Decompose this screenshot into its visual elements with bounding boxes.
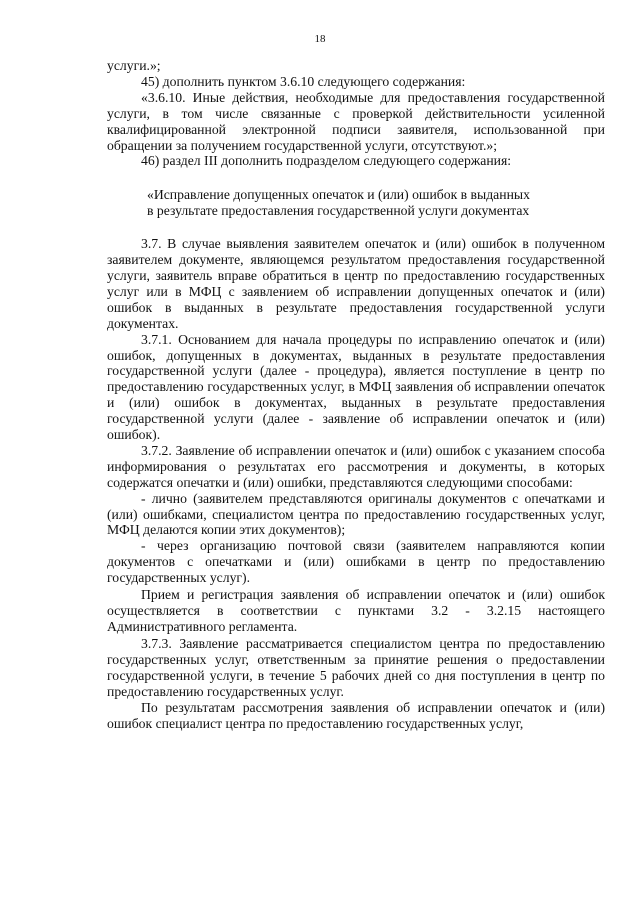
paragraph-3-6-10: «3.6.10. Иные действия, необходимые для предоставления государственной услуги, в том числе связанные с проверкой действительности усиленной квалифицированной электронной подписи заявителя, использованной при обращении за получением государственной услуги, отсутствуют.»; — [107, 89, 605, 153]
paragraph-3-7-2: 3.7.2. Заявление об исправлении опечаток и (или) ошибок с указанием способа информирования о результатах его рассмотрения и документы, в которых содержатся опечатки и (или) ошибки, представляются следующими способами: — [107, 442, 605, 490]
paragraph-continuation: услуги.»; — [107, 58, 161, 73]
paragraph-3-7-1: 3.7.1. Основанием для начала процедуры по исправлению опечаток и (или) ошибок, допущенных в документах, выданных в результате предоставления государственной услуги (далее - процедура), является поступление в центр по предоставлению государственных услуг, в МФЦ заявления об исправлении опечаток и (или) ошибок в документах, выданных в результате предоставления государственной услуги (далее - заявление об исправлении опечаток и (или) ошибок). — [107, 331, 605, 443]
heading-line-2: в результате предоставления государственной услуги документах — [147, 203, 530, 219]
page-number: 18 — [314, 33, 326, 45]
paragraph-3-7: 3.7. В случае выявления заявителем опечаток и (или) ошибок в полученном заявителем документе, являющемся результатом предоставления государственной услуги, заявитель вправе обратиться в центр по предоставлению государственных услуг или в МФЦ с заявлением об исправлении допущенных опечаток и (или) ошибок в выданных в результате предоставления государственной услуги документах. — [107, 236, 605, 331]
document-body — [107, 58, 605, 732]
list-item-by-mail: - через организацию почтовой связи (заявителем направляются копии документов с опечатками и (или) ошибками в центр по предоставлению государственных услуг). — [107, 538, 605, 586]
paragraph-item-46: 46) раздел III дополнить подразделом следующего содержания: — [141, 153, 512, 169]
paragraph-3-7-3: 3.7.3. Заявление рассматривается специалистом центра по предоставлению государственных услуг, ответственным за принятие решения о предоставлении государственной услуги, в течение 5 рабочих дней со дня поступления в центр по предоставлению государственных услуг. — [107, 635, 605, 699]
heading-line-1: «Исправление допущенных опечаток и (или) ошибок в выданных — [147, 187, 530, 203]
paragraph-reception: Прием и регистрация заявления об исправлении опечаток и (или) ошибок осуществляется в соответствии с пунктами 3.2 - 3.2.15 настоящего Административного регламента. — [107, 587, 605, 634]
subsection-heading — [107, 187, 605, 219]
paragraph-item-45: 45) дополнить пунктом 3.6.10 следующего содержания: — [141, 73, 466, 89]
list-item-in-person: - лично (заявителем представляются оригиналы документов с опечатками и (или) ошибками, специалистом центра по предоставлению государственных услуг, МФЦ делаются копии этих документов); — [107, 490, 605, 538]
paragraph-results: По результатам рассмотрения заявления об исправлении опечаток и (или) ошибок специалист центра по предоставлению государственных услуг, — [107, 700, 605, 732]
